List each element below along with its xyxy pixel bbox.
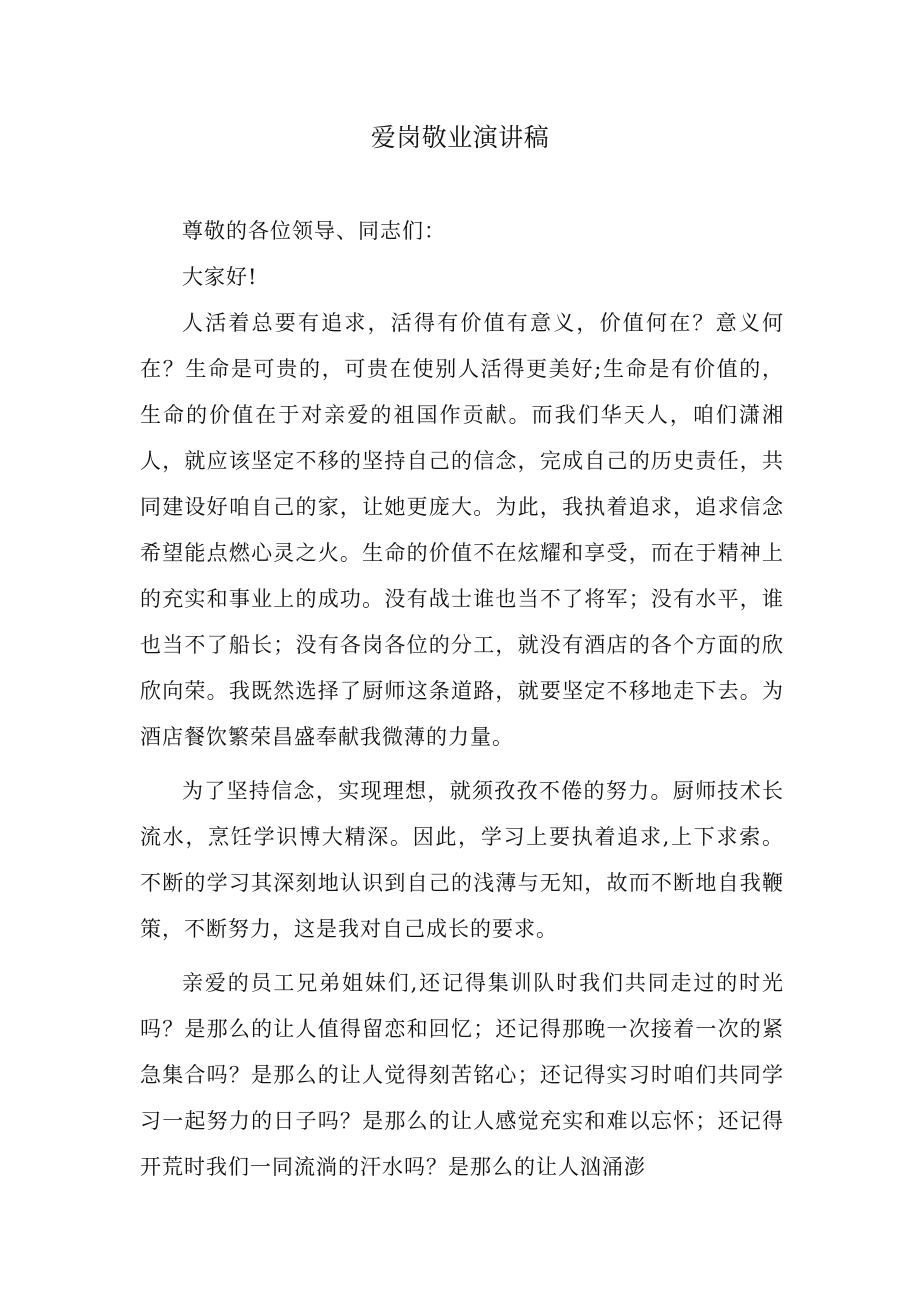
paragraph-3: 亲爱的员工兄弟姐妹们,还记得集训队时我们共同走过的时光吗？是那么的让人值得留恋和回忆；还记得那晚一次接着一次的紧急集合吗？是那么的让人觉得刻苦铭心；还记得实习时咱们共同学习一起努力的日子吗？是那么的让人感觉充实和难以忘怀；还记得开荒时我们一同流淌的汗水吗？是那么的让人汹涌澎 [140, 971, 784, 1179]
document-body [140, 208, 784, 1190]
paragraph-2: 为了坚持信念，实现理想，就须孜孜不倦的努力。厨师技术长流水，烹饪学识博大精深。因此，学习上要执着追求,上下求索。不断的学习其深刻地认识到自己的浅薄与无知，故而不断地自我鞭策，不断努力，这是我对自己成长的要求。 [140, 779, 784, 941]
greeting: 大家好! [182, 265, 258, 289]
document-title: 爱岗敬业演讲稿 [370, 123, 550, 152]
paragraph-1: 人活着总要有追求，活得有价值有意义，价值何在？意义何在？生命是可贵的，可贵在使别人活得更美好;生命是有价值的，生命的价值在于对亲爱的祖国作贡献。而我们华天人，咱们潇湘人，就应该坚定不移的坚持自己的信念，完成自己的历史责任，共同建设好咱自己的家，让她更庞大。为此，我执着追求，追求信念希望能点燃心灵之火。生命的价值不在炫耀和享受，而在于精神上的充实和事业上的成功。没有战士谁也当不了将军；没有水平，谁也当不了船长；没有各岗各位的分工，就没有酒店的各个方面的欣欣向荣。我既然选择了厨师这条道路，就要坚定不移地走下去。为酒店餐饮繁荣昌盛奉献我微薄的力量。 [140, 311, 784, 749]
salutation: 尊敬的各位领导、同志们： [182, 219, 446, 243]
